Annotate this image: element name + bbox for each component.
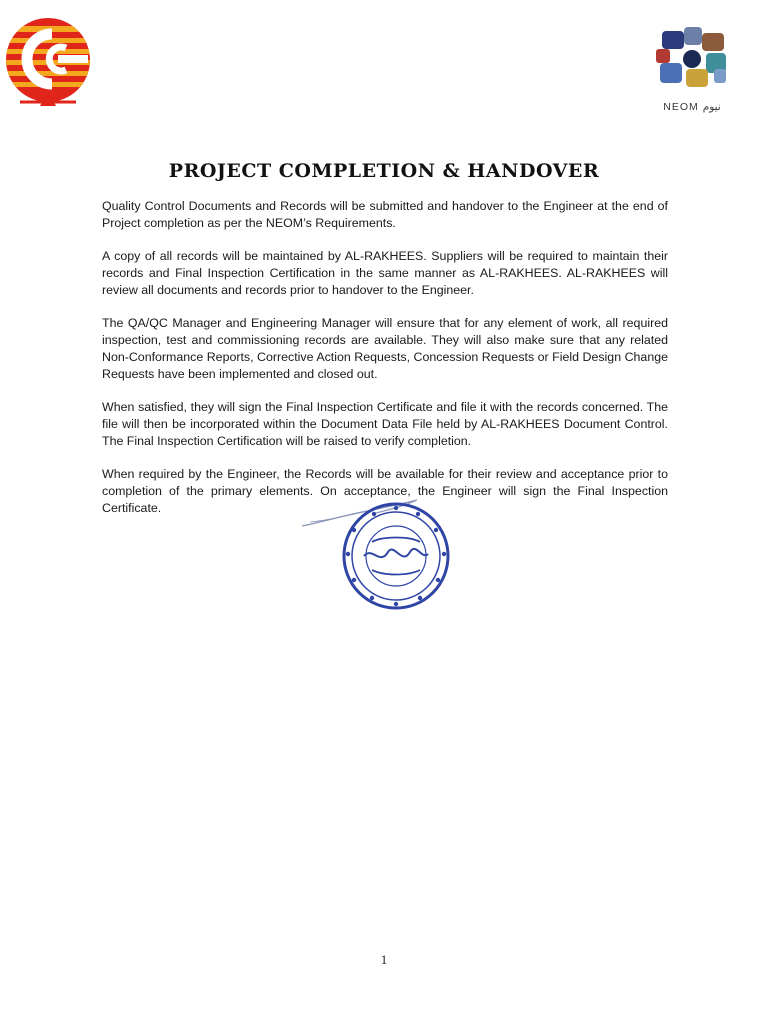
neom-logo-icon bbox=[646, 25, 738, 97]
company-logo-icon bbox=[0, 18, 100, 114]
page-title: PROJECT COMPLETION & HANDOVER bbox=[168, 160, 600, 182]
document-body bbox=[102, 198, 668, 533]
paragraph: When required by the Engineer, the Records will be available for their review and acceptance prior to completion of the primary elements. On acceptance, the Engineer will sign the Final Inspection Certificate. bbox=[102, 467, 668, 515]
paragraph: Quality Control Documents and Records will be submitted and handover to the Engineer at the end of Project completion as per the NEOM’s Requirements. bbox=[102, 199, 668, 230]
neom-logo bbox=[646, 25, 738, 123]
paragraph: A copy of all records will be maintained by AL-RAKHEES. Suppliers will be required to maintain their records and Final Inspection Certification in the same manner as AL-RAKHEES. AL-RAKHEES will review all documents and records prior to handover to the Engineer. bbox=[102, 249, 668, 297]
page-number: 1 bbox=[380, 952, 388, 967]
neom-logo-text: NEOM نيوم bbox=[663, 101, 721, 113]
paragraph: The QA/QC Manager and Engineering Manager will ensure that for any element of work, all required inspection, test and commissioning records are available. They will also make sure that any related Non-Conformance Reports, Corrective Action Requests, Concession Requests or Field Design Change Requests have been implemented and closed out. bbox=[102, 316, 668, 381]
paragraph: When satisfied, they will sign the Final Inspection Certificate and file it with the records concerned. The file will then be incorporated within the Document Data File held by AL-RAKHEES Document Control. The Final Inspection Certification will be raised to verify completion. bbox=[102, 400, 668, 448]
company-stamp-icon bbox=[292, 494, 462, 612]
